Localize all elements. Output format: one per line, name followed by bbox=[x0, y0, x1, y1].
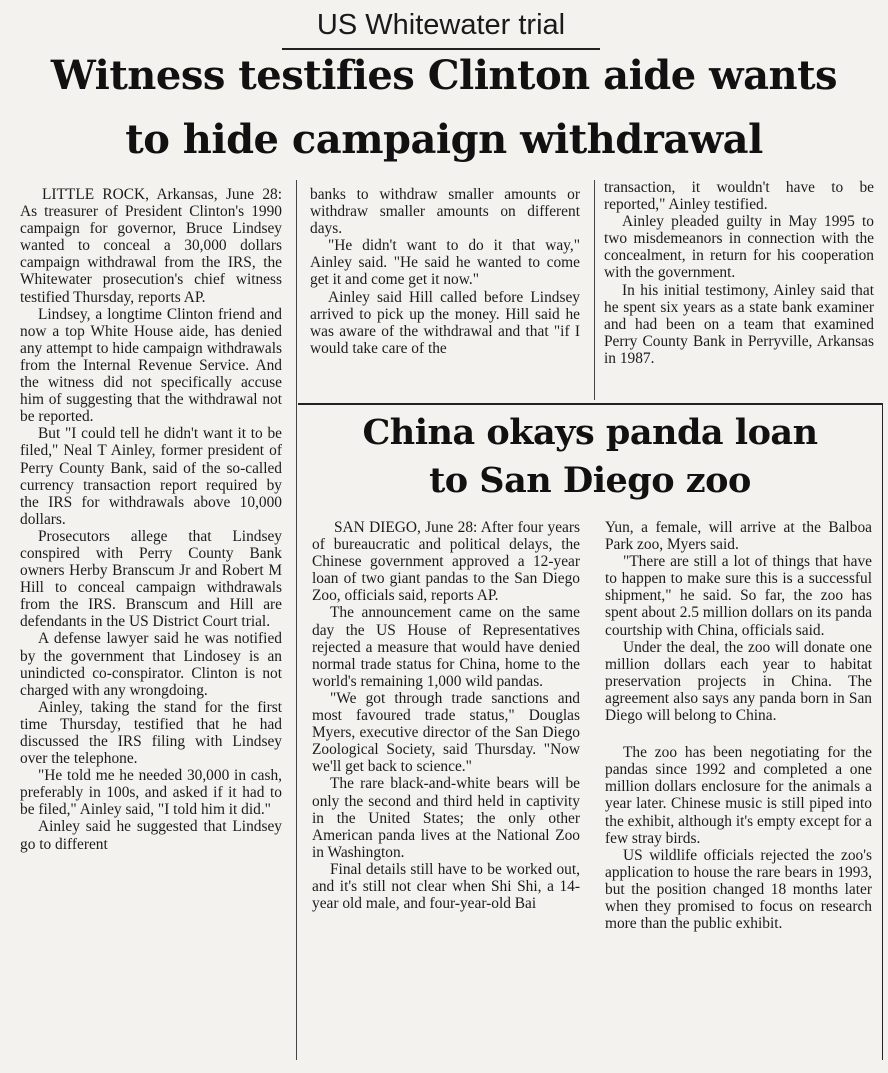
paragraph: Yun, a female, will arrive at the Balboa Park zoo, Myers said. bbox=[605, 519, 872, 554]
paragraph: Under the deal, the zoo will donate one million dollars each year to habitat preservation projects in China. The agreement also says any panda born in San Diego will belong to China. bbox=[605, 638, 872, 725]
story1-column-1 bbox=[20, 186, 282, 1056]
story2-column-1 bbox=[312, 519, 580, 1057]
story2-headline-line1: China okays panda loan bbox=[362, 412, 818, 453]
paragraph: transaction, it wouldn't have to be reported," Ainley testified. bbox=[604, 179, 874, 214]
paragraph: "He didn't want to do it that way," Ainley said. "He said he wanted to come get it and come get it now." bbox=[310, 237, 580, 289]
paragraph: Ainley pleaded guilty in May 1995 to two misdemeanors in connection with the concealment, in return for his cooperation with the government. bbox=[604, 213, 874, 282]
story1-headline-line2: to hide campaign withdrawal bbox=[125, 116, 763, 163]
paragraph: A defense lawyer said he was notified by the government that Lindosey is an unindicted co-conspirator. Clinton is not charged with any wrongdoing. bbox=[20, 630, 282, 699]
paragraph: Ainley said he suggested that Lindsey go to different bbox=[20, 818, 282, 853]
paragraph: banks to withdraw smaller amounts or withdraw smaller amounts on different days. bbox=[310, 186, 580, 238]
paragraph: The announcement came on the same day the US House of Representatives rejected a measure that would have denied normal trade status for China, home to the world's remaining 1,000 wild pandas. bbox=[312, 604, 580, 690]
paragraph: "We got through trade sanctions and most favoured trade status," Douglas Myers, executive director of the San Diego Zoological Society, said Thursday. "Now we'll get back to science." bbox=[312, 689, 580, 776]
column-divider bbox=[296, 180, 297, 1060]
paragraph: Prosecutors allege that Lindsey conspired with Perry County Bank owners Herby Branscum Jr and Robert M Hill to conceal campaign withdrawals from the IRS. Branscum and Hill are defendants in the US District Court trial. bbox=[20, 527, 282, 631]
paragraph: LITTLE ROCK, Arkansas, June 28: As treasurer of President Clinton's 1990 campaign for governor, Bruce Lindsey wanted to conceal a 30,000 dollars campaign withdrawal from the IRS, the Whitewater prosecution's chief witness testified Thursday, reports AP. bbox=[20, 186, 282, 306]
paragraph: The zoo has been negotiating for the pandas since 1992 and completed a one million dollars enclosure for the animals a year later. Chinese music is still piped into the exhibit, although it's empty except for a few stray birds. bbox=[605, 744, 872, 847]
story1-column-2 bbox=[310, 186, 580, 391]
paragraph: Final details still have to be worked out, and it's still not clear when Shi Shi, a 14-year old male, and four-year-old Bai bbox=[312, 860, 580, 913]
story2-headline-line2: to San Diego zoo bbox=[429, 460, 751, 501]
story1-headline-line1: Witness testifies Clinton aide wants bbox=[50, 52, 838, 99]
paragraph: SAN DIEGO, June 28: After four years of bureaucratic and political delays, the Chinese government approved a 12-year loan of two giant pandas to the San Diego Zoo, officials said, reports AP. bbox=[312, 519, 580, 605]
paragraph: Ainley said Hill called before Lindsey arrived to pick up the money. Hill said he was aware of the withdrawal and that "if I would take care of the bbox=[310, 288, 580, 357]
paragraph: In his initial testimony, Ainley said that he spent six years as a state bank examiner and had been on a team that examined Perry County Bank in Perryville, Arkansas in 1987. bbox=[604, 281, 874, 367]
story1-column-3 bbox=[604, 179, 874, 401]
section-kicker: US Whitewater trial bbox=[282, 6, 600, 50]
paragraph: But "I could tell he didn't want it to be filed," Neal T Ainley, former president of Perry County Bank, said of the so-called currency transaction report required by the IRS for withdrawals above 10,000 dollars. bbox=[20, 425, 282, 528]
column-divider bbox=[594, 180, 595, 400]
paragraph: Lindsey, a longtime Clinton friend and now a top White House aide, has denied any attempt to hide campaign withdrawals from the Internal Revenue Service. And the witness did not specifically accuse him of suggesting that the withdrawal not be reported. bbox=[20, 305, 282, 426]
paragraph: The rare black-and-white bears will be only the second and third held in captivity in the United States; the only other American panda lives at the National Zoo in Washington. bbox=[312, 775, 580, 861]
paragraph: "He told me he needed 30,000 in cash, preferably in 100s, and asked if it had to be filed," Ainley said, "I told him it did." bbox=[20, 767, 282, 819]
story2-column-2 bbox=[605, 519, 872, 1057]
spacer bbox=[605, 724, 872, 744]
paragraph: Ainley, taking the stand for the first time Thursday, testified that he had discussed the IRS filing with Lindsey over the telephone. bbox=[20, 698, 282, 768]
paragraph: "There are still a lot of things that have to happen to make sure this is a successful shipment," he said. So far, the zoo has spent about 2.5 million dollars on its panda courtship with China, officials said. bbox=[605, 553, 872, 639]
paragraph: US wildlife officials rejected the zoo's application to house the rare bears in 1993, but the position changed 18 months later when they promised to focus on research more than the public exhibit. bbox=[605, 846, 872, 933]
